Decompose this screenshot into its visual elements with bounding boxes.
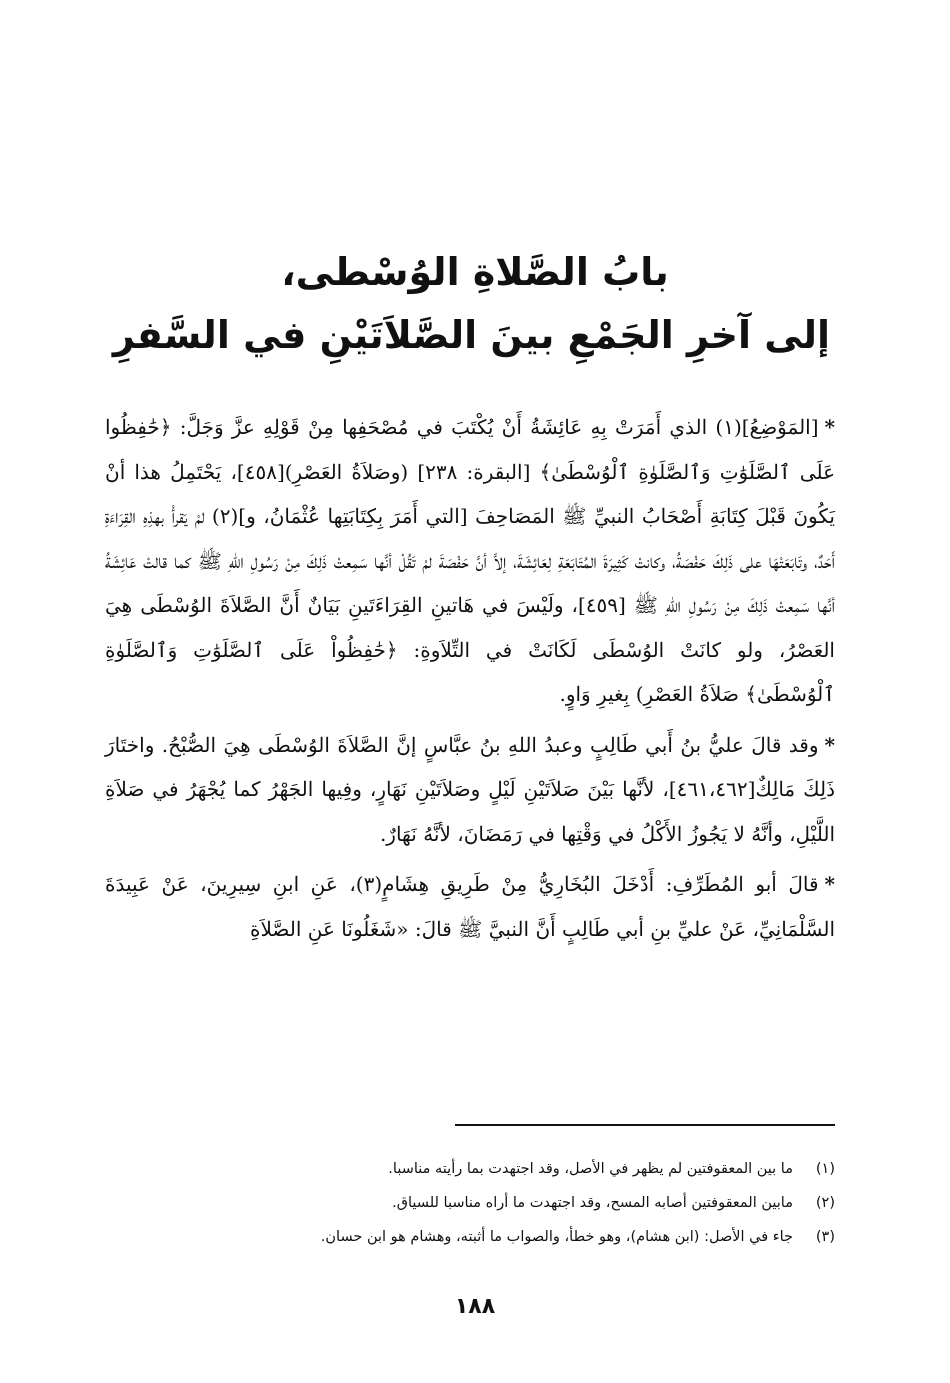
footnote-number: (٣) [815, 1229, 835, 1245]
paragraph-text: [المَوْضِعُ](١) الذي أَمَرَتْ بِهِ عَائِشَةُ أَنْ يُكْتَبَ في مُصْحَفِها مِنْ قَوْلِهِ عزَّ وَجَلَّ: ﴿حَٰفِظُوا عَلَى ٱلصَّلَوَٰتِ وَٱلصَّلَوٰةِ ٱلْوُسْطَىٰ﴾ [البقرة: ٢٣٨] (وصَلاَةُ العَصْرِ)[٤٥٨]، يَحْتَمِلُ هذا أنْ يَكُونَ قَبْلَ كِتَابَةِ أَصْحَابُ النبيِّ ﷺ المَصَاحِفَ [التي أَمَرَ بِكِتَابَتِها عُثْمَانُ، و](٢) لمْ يَقرأْ بهذِهِ القِرَاءَةِ أَحَدٌ، وتَابَعَتْهَا على ذَلِكَ حَفْصَةُ، وكانتْ كَثِيرَةَ المُتَابَعَةِ لِعَائِشَةَ، إلاَّ أنَّ حَفْصَةَ لمْ تَقُلْ أنَّها سَمِعتْ ذَلِكَ مِنْ رَسُولِ اللهِ ﷺ كما قالتْ عَائِشَةُ أنَّها سَمِعتْ ذَلِكَ مِنْ رَسُولِ اللهِ ﷺ [٤٥٩]، ولَيْسَ في هَاتينِ القِرَاءَتَينِ بَيَانٌ أَنَّ الصَّلاَةَ الوُسْطَى هِيَ العَصْرُ، ولو كانَتْ الوُسْطَى لَكَانَتْ في التِّلاَوةِ: ﴿حَٰفِظُواْ عَلَى ٱلصَّلَوَٰتِ وَٱلصَّلَوٰةِ ٱلْوُسْطَىٰ﴾ صَلاَةُ العَصْرِ) بِغيرِ وَاوٍ. [105, 415, 835, 706]
paragraph-1 [105, 405, 835, 717]
paragraph-2 [105, 723, 835, 857]
paragraph-marker: * [824, 415, 835, 439]
footnote-2 [100, 1186, 835, 1220]
footnote-divider [455, 1124, 835, 1126]
paragraph-marker: * [824, 872, 836, 896]
footnotes [100, 1152, 835, 1254]
chapter-title-line-2: إلى آخرِ الجَمْعِ بينَ الصَّلاَتَيْنِ في السَّفرِ [112, 313, 830, 357]
paragraph-marker: * [824, 732, 835, 757]
footnote-number: (١) [815, 1161, 835, 1177]
footnote-number: (٢) [815, 1195, 835, 1211]
chapter-title-line-1: بابُ الصَّلاةِ الوُسْطى، [281, 250, 669, 294]
main-text [105, 405, 835, 957]
footnote-text: ما بين المعقوفتين لم يظهر في الأصل، وقد اجتهدت بما رأيته مناسبا. [388, 1161, 793, 1177]
footnote-1 [100, 1152, 835, 1186]
footnote-text: مابين المعقوفتين أصابه المسح، وقد اجتهدت ما أراه مناسبا للسياق. [392, 1195, 793, 1211]
page-number: ١٨٨ [454, 1294, 496, 1319]
footnote-3 [100, 1220, 835, 1254]
paragraph-text: وقد قالَ عليُّ بنُ أَبي طَالِبٍ وعبدُ اللهِ بنُ عبَّاسٍ إنَّ الصَّلاَةَ الوُسْطَى هِيَ الصُّبْحُ. واختَارَ ذَلِكَ مَالِكٌ[٤٦١،٤٦٢]، لأنَّها بَيْنَ صَلاَتَيْنِ لَيْلٍ وصَلاَتَيْنِ نَهَارٍ، وفِيها الجَهْرُ كما يُجْهَرُ في صَلاَةِ اللَّيْلِ، وأنَّهُ لا يَجُوزُ الأَكْلُ في وَقْتِها في رَمَضَانَ، لأنَّهُ نَهَارٌ. [105, 732, 835, 846]
paragraph-text: قالَ أبو المُطَرِّفِ: أَدْخَلَ البُخَارِيُّ مِنْ طَرِيقِ هِشَامٍ(٣)، عَنِ ابنِ سِيرِينَ، عَنْ عَبِيدَةَ السَّلْمَانِيِّ، عَنْ عليِّ بنِ أبي طَالِبٍ أَنَّ النبيَّ ﷺ قالَ: «شَغَلُونَا عَنِ الصَّلاَةِ [105, 872, 835, 941]
footnote-text: جاء في الأصل: (ابن هشام)، وهو خطأ، والصواب ما أثبته، وهشام هو ابن حسان. [320, 1229, 793, 1245]
paragraph-3 [105, 862, 835, 951]
